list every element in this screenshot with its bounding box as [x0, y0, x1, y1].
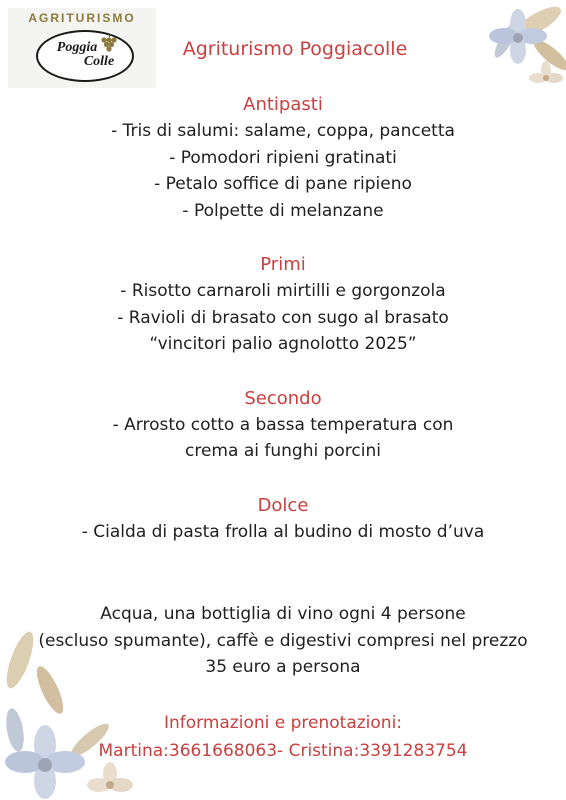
menu-item: - Risotto carnaroli mirtilli e gorgonzola [120, 281, 446, 301]
menu-item: - Polpette di melanzane [182, 200, 384, 221]
contact-heading: Informazioni e prenotazioni: [163, 712, 403, 733]
logo [8, 8, 156, 88]
logo-oval [36, 30, 134, 82]
menu-item: crema ai funghi porcini [185, 441, 381, 461]
section-title-secondo: Secondo [244, 387, 322, 409]
menu-item: - Arrosto cotto a bassa temperatura con [112, 414, 454, 435]
info-line: (escluso spumante), caffè e digestivi compresi nel prezzo [38, 630, 528, 651]
page-title: Agriturismo Poggiacolle [182, 38, 408, 60]
section-title-dolce: Dolce [257, 494, 309, 516]
menu-item: - Pomodori ripieni gratinati [169, 147, 397, 168]
flower-bouquet-icon [446, 0, 566, 100]
logo-name-line2: Colle [83, 54, 115, 69]
section-title-antipasti: Antipasti [243, 94, 323, 115]
logo-name-line1: Poggia [56, 40, 98, 55]
menu-item: - Tris di salumi: salame, coppa, pancetta [111, 121, 455, 141]
menu-item: “vincitori palio agnolotto 2025” [149, 334, 417, 354]
info-line: Acqua, una bottiglia di vino ogni 4 persone [100, 604, 466, 624]
contact-numbers: Martina:3661668063- Cristina:3391283754 [98, 740, 468, 761]
menu-item: - Cialda di pasta frolla al budino di mosto d’uva [81, 521, 485, 542]
menu-item: - Petalo soffice di pane ripieno [154, 174, 412, 194]
section-title-primi: Primi [260, 254, 306, 275]
menu-content [0, 92, 566, 765]
logo-top-text: AGRITURISMO [28, 11, 136, 25]
menu-item: - Ravioli di brasato con sugo al brasato [117, 307, 449, 328]
price-line: 35 euro a persona [205, 657, 361, 677]
